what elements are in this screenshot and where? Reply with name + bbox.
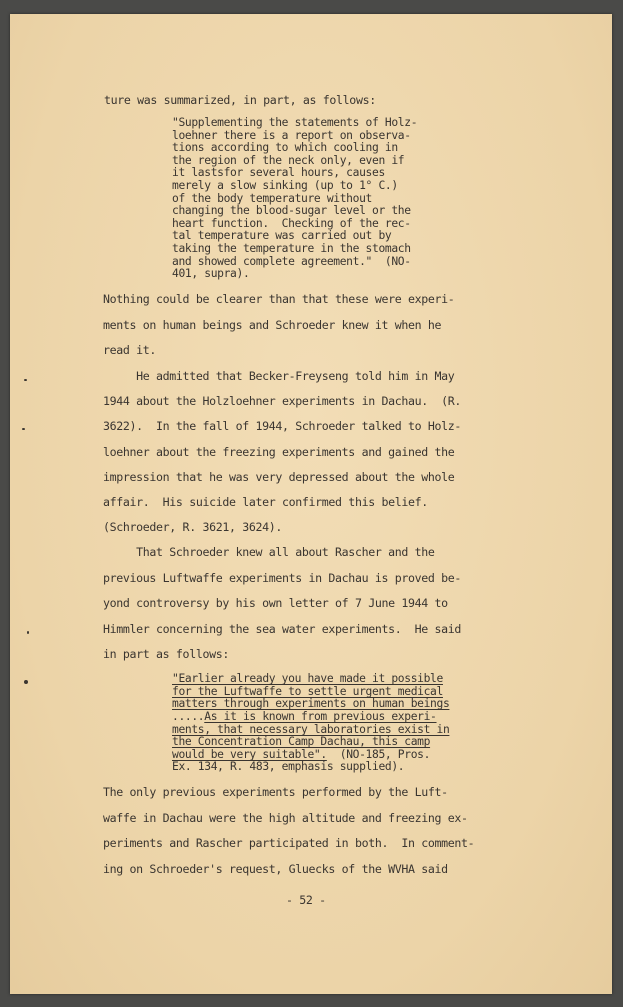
quote-underlined: for the Luftwaffe to settle urgent medical [172, 685, 443, 698]
body-line: impression that he was very depressed about the whole [103, 470, 455, 484]
quote-line [172, 698, 449, 711]
quote-line: merely a slow sinking (up to 1° C.) [172, 179, 398, 192]
body-line: read it. [103, 343, 157, 357]
quote-plain: (NO-185, Pros. [326, 748, 431, 761]
margin-speck [24, 379, 27, 381]
quote-line: taking the temperature in the stomach [172, 242, 411, 255]
quote-line [172, 673, 443, 686]
quote-line: the region of the neck only, even if [172, 154, 405, 167]
quote-underlined: As it is known from previous experi- [204, 710, 437, 723]
quote-line: tions according to which cooling in [172, 141, 398, 154]
body-line: Nothing could be clearer than that these were experi- [103, 292, 455, 306]
body-line: in part as follows: [103, 647, 229, 661]
body-line: 1944 about the Holzloehner experiments in Dachau. (R. [103, 394, 462, 408]
body-line: He admitted that Becker-Freyseng told him in May [103, 369, 455, 383]
body-line: ing on Schroeder's request, Gluecks of the WVHA said [103, 862, 448, 876]
body-line: (Schroeder, R. 3621, 3624). [103, 520, 283, 534]
quote-line: it lastsfor several hours, causes [172, 166, 385, 179]
body-line: ments on human beings and Schroeder knew it when he [103, 318, 442, 332]
margin-speck [24, 680, 28, 684]
body-line: loehner about the freezing experiments and gained the [103, 445, 455, 459]
body-line: The only previous experiments performed by the Luft- [103, 785, 448, 799]
quote-underlined: the Concentration Camp Dachau, this camp [172, 735, 431, 748]
quote-line: changing the blood-sugar level or the [172, 204, 411, 217]
body-line: previous Luftwaffe experiments in Dachau is proved be- [103, 571, 462, 585]
quote-line: and showed complete agreement." (NO- [172, 255, 411, 268]
page-number: - 52 - [286, 893, 326, 907]
quote-line: 401, supra). [172, 267, 250, 280]
body-line: waffe in Dachau were the high altitude and freezing ex- [103, 811, 468, 825]
body-line: yond controversy by his own letter of 7 June 1944 to [103, 596, 448, 610]
quote-line [172, 711, 437, 724]
quote-line [172, 761, 404, 774]
quote-underlined: "Earlier already you have made it possible [172, 672, 443, 685]
quote-line: loehner there is a report on observa- [172, 129, 411, 142]
quote-plain: ..... [172, 710, 205, 723]
quote-line: "Supplementing the statements of Holz- [172, 116, 418, 129]
intro-line: ture was summarized, in part, as follows: [104, 93, 376, 107]
quote-line [172, 736, 430, 749]
document-page [10, 14, 612, 994]
body-line: affair. His suicide later confirmed this belief. [103, 495, 428, 509]
quote-line: of the body temperature without [172, 192, 372, 205]
body-line: periments and Rascher participated in both. In comment- [103, 836, 475, 850]
body-line: 3622). In the fall of 1944, Schroeder talked to Holz- [103, 419, 462, 433]
quote-underlined: matters through experiments on human beings [172, 697, 450, 710]
quote-plain: Ex. 134, R. 483, emphasis supplied). [172, 760, 405, 773]
body-line: Himmler concerning the sea water experiments. He said [103, 622, 462, 636]
margin-speck [22, 428, 25, 430]
margin-speck [27, 631, 29, 634]
body-line: That Schroeder knew all about Rascher and the [103, 545, 435, 559]
quote-line: tal temperature was carried out by [172, 229, 392, 242]
quote-line: heart function. Checking of the rec- [172, 217, 411, 230]
quote-underlined: would be very suitable". [172, 748, 327, 761]
quote-underlined: ments, that necessary laboratories exist in [172, 723, 450, 736]
